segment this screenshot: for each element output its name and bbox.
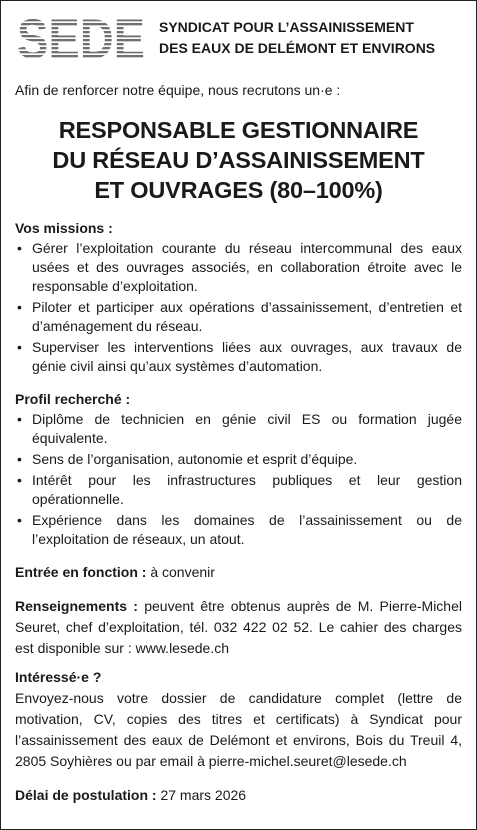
interesse xyxy=(15,667,462,772)
interesse-value: Envoyez-nous votre dossier de candidature complet (lettre de motivation, CV, copies des titres et certificats) à Syndicat pour l’assainissement des eaux de Delémont et environs, Bois du Treuil 4, 2805 Soyhières ou par email à pierre-michel.seuret@lesede.ch xyxy=(15,690,462,769)
profil-heading: Profil recherché : xyxy=(15,391,131,407)
missions-list xyxy=(15,239,462,376)
list-item: • Superviser les interventions liées aux ouvrages, aux travaux de génie civil ainsi qu’aux systèmes d’automation. xyxy=(15,338,462,376)
profil-list xyxy=(15,410,462,549)
list-item: • Expérience dans les domaines de l’assainissement ou de l’exploitation de réseaux, un atout. xyxy=(15,511,462,549)
list-item: • Intérêt pour les infrastructures publiques et leur gestion opérationnelle. xyxy=(15,471,462,509)
renseignements-value: peuvent être obtenus auprès de M. Pierre-Michel Seuret, chef d’exploitation, tél. 032 422 02 52. Le cahier des charges est disponible sur : www.lesede.ch xyxy=(15,598,462,656)
renseignements xyxy=(15,596,462,659)
entree-value: à convenir xyxy=(146,564,215,580)
logo-text: SEDE xyxy=(17,7,145,70)
sede-logo xyxy=(15,7,147,70)
org-line-1: SYNDICAT POUR L’ASSAINISSEMENT xyxy=(159,19,414,35)
job-title-line-1: RESPONSABLE GESTIONNAIRE xyxy=(58,117,419,143)
job-title-line-2: DU RÉSEAU D’ASSAINISSEMENT xyxy=(52,147,425,173)
job-title xyxy=(15,115,462,205)
header xyxy=(15,7,462,70)
org-line-2: DES EAUX DE DELÉMONT ET ENVIRONS xyxy=(159,40,436,56)
entree-en-fonction xyxy=(15,562,462,583)
delai-value: 27 mars 2026 xyxy=(156,787,247,803)
interesse-label: Intéressé·e ? xyxy=(15,669,102,685)
missions-section xyxy=(15,219,462,376)
renseignements-label: Renseignements : xyxy=(15,598,138,614)
list-item: • Diplôme de technicien en génie civil ES ou formation jugée équivalente. xyxy=(15,410,462,448)
profil-section xyxy=(15,390,462,549)
list-item: • Piloter et participer aux opérations d’assainissement, d’entretien et d’aménagement du réseau. xyxy=(15,298,462,336)
list-item: • Sens de l’organisation, autonomie et esprit d’équipe. xyxy=(15,450,462,469)
list-item: • Gérer l’exploitation courante du réseau intercommunal des eaux usées et des ouvrages associés, en collaboration étroite avec le responsable d’exploitation. xyxy=(15,239,462,296)
delai-postulation xyxy=(15,785,462,806)
intro-text: Afin de renforcer notre équipe, nous recrutons un·e : xyxy=(15,82,341,98)
job-title-line-3: ET OUVRAGES (80–100%) xyxy=(94,177,383,203)
missions-heading: Vos missions : xyxy=(15,220,113,236)
organization-name xyxy=(159,17,435,59)
entree-label: Entrée en fonction : xyxy=(15,564,147,580)
delai-label: Délai de postulation : xyxy=(15,787,157,803)
